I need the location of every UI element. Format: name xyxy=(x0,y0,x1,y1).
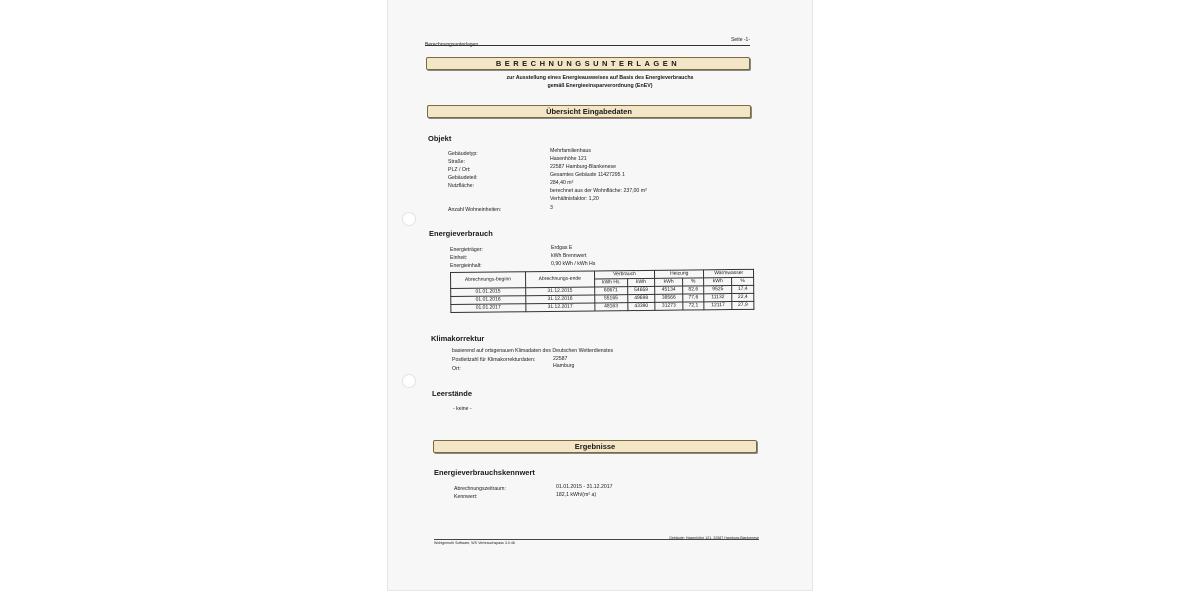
kennwert-fields xyxy=(454,485,754,503)
table-cell: 27,9 xyxy=(732,301,754,309)
table-cell: 72,1 xyxy=(683,302,705,310)
footer-left: Wohlgemuth Software, WS Verbrauchspass 3.0.46 xyxy=(434,541,515,545)
consumption-table xyxy=(450,269,754,313)
klima-basis-text: basierend auf ortsgenauen Klimadaten des Deutschen Wetterdienstes xyxy=(452,348,614,354)
title-banner: BERECHNUNGSUNTERLAGEN xyxy=(426,57,750,70)
subtitle-line-1: zur Ausstellung eines Energieausweises auf Basis des Energieverbrauchs xyxy=(506,75,694,81)
table-cell: 01.01.2015 xyxy=(451,288,526,297)
field-value: berechnet aus der Wohnfläche: 237,00 m² xyxy=(550,188,647,194)
table-header: Abrechnungs-beginn xyxy=(451,272,526,289)
table-cell: 77,6 xyxy=(683,294,705,302)
table-subheader: % xyxy=(732,277,754,285)
table-cell: 55165 xyxy=(594,295,627,303)
energieverbrauch-heading: Energieverbrauch xyxy=(429,229,493,238)
klimakorrektur-heading: Klimakorrektur xyxy=(431,334,485,343)
table-cell: 11132 xyxy=(704,294,732,302)
field-value: 284,40 m² xyxy=(550,180,574,186)
field-value: Erdgas E xyxy=(551,245,573,251)
field-label: PLZ / Ort: xyxy=(448,167,471,173)
table-cell: 82,6 xyxy=(682,286,704,294)
field-value: Mehrfamilienhaus xyxy=(550,148,591,154)
header-divider xyxy=(425,45,750,46)
field-label: Gebäudetyp: xyxy=(448,151,478,157)
table-subheader: % xyxy=(682,278,704,286)
table-cell: 01.01.2017 xyxy=(451,304,526,313)
table-cell: 22,4 xyxy=(732,293,754,301)
table-cell: 17,4 xyxy=(732,285,754,293)
kennwert-heading: Energieverbrauchskennwert xyxy=(434,468,535,477)
field-value: Gesamtes Gebäude 11427295 1 xyxy=(550,172,625,178)
field-label: Straße: xyxy=(448,159,466,165)
table-cell: 60671 xyxy=(594,287,627,295)
table-header: Heizung xyxy=(655,270,704,279)
field-value: Hasenhöhe 121 xyxy=(550,156,587,162)
header-left: Berechnungsunterlagen xyxy=(425,42,479,48)
table-subheader: kWh xyxy=(655,278,683,286)
field-label: Energieinhalt: xyxy=(450,263,482,269)
field-label: Abrechnungszeitraum: xyxy=(454,486,506,492)
field-label: Kennwert: xyxy=(454,494,478,500)
field-label: Einheit: xyxy=(450,255,468,261)
klima-fields xyxy=(452,347,752,373)
table-cell: 01.01.2016 xyxy=(451,296,526,305)
table-subheader: kWh xyxy=(627,278,655,286)
table-header: Warmwasser xyxy=(704,269,754,278)
leerstaende-heading: Leerstände xyxy=(432,389,473,398)
footer-divider xyxy=(434,539,759,540)
table-subheader: kWh xyxy=(704,278,732,286)
field-value: 22587 Hamburg-Blankenese xyxy=(550,164,617,170)
field-value: 0,90 kWh / kWh Hs xyxy=(551,261,596,267)
field-value: 22587 xyxy=(553,356,568,362)
punch-hole xyxy=(402,374,416,388)
field-value: kWh Brennwert xyxy=(551,253,587,259)
table-header: Verbrauch xyxy=(594,270,655,279)
field-label: Energieträger: xyxy=(450,247,483,253)
field-value: 182,1 kWh/(m² a) xyxy=(556,492,597,498)
objekt-fields xyxy=(448,150,768,220)
table-cell: 31.12.2016 xyxy=(525,295,594,304)
field-label: Gebäudeteil: xyxy=(448,175,478,181)
field-value: 01.01.2015 - 31.12.2017 xyxy=(556,484,613,490)
table-subheader: kWh Hs xyxy=(594,279,627,287)
energie-fields xyxy=(450,246,750,272)
table-cell: 45134 xyxy=(655,286,683,294)
table-cell: 9525 xyxy=(704,286,732,294)
field-value: Verhältnisfaktor: 1,20 xyxy=(550,196,599,202)
field-label: Postleitzahl für Klimakorrekturdaten: xyxy=(452,357,536,363)
footer-right: Gebäude: Hasenhöhe 121, 22587 Hamburg-Blankenese xyxy=(669,536,759,540)
table-cell: 49698 xyxy=(627,294,655,302)
table-cell: 31.12.2017 xyxy=(526,303,595,312)
header-page-number: Seite -1- xyxy=(731,37,750,43)
table-cell: 12117 xyxy=(704,302,732,310)
field-value: 3 xyxy=(550,205,553,211)
table-cell: 31273 xyxy=(655,302,683,310)
overview-banner: Übersicht Eingabedaten xyxy=(427,105,751,118)
field-label: Anzahl Wohneinheiten: xyxy=(448,207,502,213)
objekt-heading: Objekt xyxy=(428,134,452,143)
field-value: Hamburg xyxy=(553,363,575,369)
document-page xyxy=(388,0,812,590)
results-banner: Ergebnisse xyxy=(433,440,757,453)
field-label: Nutzfläche: xyxy=(448,183,474,189)
table-cell: 54659 xyxy=(627,286,655,294)
field-label: Ort: xyxy=(452,366,461,372)
leerstaende-value: - keine - xyxy=(453,406,472,412)
table-cell: 31.12.2015 xyxy=(525,287,594,296)
table-header: Abrechnungs-ende xyxy=(525,271,594,288)
table-cell: 48163 xyxy=(595,303,628,311)
subtitle-line-2: gemäß Energieeinsparverordnung (EnEV) xyxy=(547,83,653,89)
table-cell: 38566 xyxy=(655,294,683,302)
punch-hole xyxy=(402,212,416,226)
table-cell: 43390 xyxy=(627,302,655,310)
